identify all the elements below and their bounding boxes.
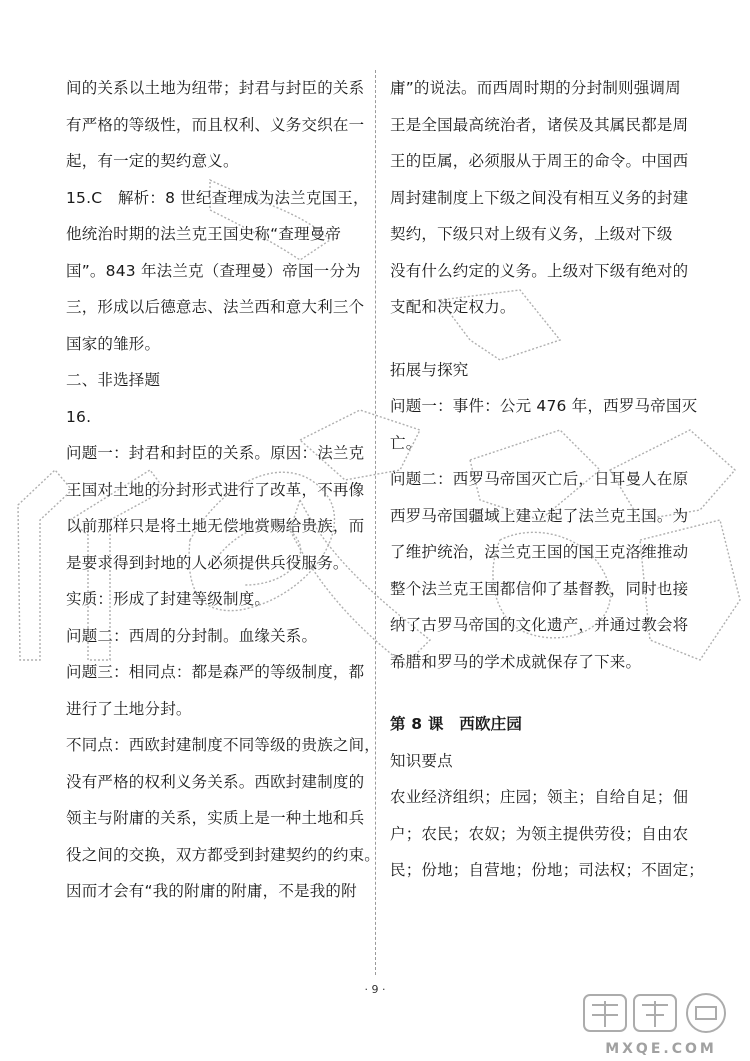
text-line: 问题二：西罗马帝国灭亡后，日耳曼人在原 [390,470,689,488]
text-line: 契约，下级只对上级有义务，上级对下级 [390,225,673,243]
section-heading: 知识要点 [390,751,453,770]
text-line: 民；份地；自营地；份地；司法权；不固定； [390,861,705,879]
text-line: 国家的雏形。 [66,334,161,353]
text-line: 王国对土地的分封形式进行了改革，不再像 [66,480,365,499]
question-number: 16. [66,407,92,426]
text-line: 王是全国最高统治者，诸侯及其属民都是周 [390,115,689,134]
text-line: 起，有一定的契约意义。 [66,152,239,170]
text-line: 整个法兰克王国都信仰了基督教，同时也接 [390,579,689,598]
text-line: 15.C 解析：8 世纪查理成为法兰克国王， [66,188,369,207]
text-line: 以前那样只是将土地无偿地赏赐给贵族，而 [66,517,365,535]
text-line: 没有严格的权利义务关系。西欧封建制度的 [66,772,365,791]
text-line: 问题二：西周的分封制。血缘关系。 [66,626,318,645]
right-column [390,70,705,889]
column-divider [375,70,376,975]
text-line: 问题一：封君和封臣的关系。原因：法兰克 [66,444,365,462]
text-line: 他统治时期的法兰克王国史称“查理曼帝 [66,225,342,243]
text-line: 有严格的等级性，而且权利、义务交织在一 [66,115,365,134]
text-line: 领主与附庸的关系，实质上是一种土地和兵 [66,809,365,827]
text-line: 国”。843 年法兰克（查理曼）帝国一分为 [66,261,361,280]
text-line: 没有什么约定的义务。上级对下级有绝对的 [390,261,689,280]
text-line: 庸”的说法。而西周时期的分封制则强调周 [390,79,681,97]
text-line: 问题三：相同点：都是森严的等级制度，都 [66,663,365,681]
text-line: 役之间的交换，双方都受到封建契约的约束。 [66,845,381,864]
text-line: 了维护统治，法兰克王国的国王克洛维推动 [390,543,689,561]
spacer [390,680,690,706]
text-line: 希腊和罗马的学术成就保存了下来。 [390,652,642,671]
text-line: 因而才会有“我的附庸的附庸，不是我的附 [66,882,357,900]
section-heading: 二、非选择题 [66,371,161,389]
text-line: 西罗马帝国疆域上建立起了法兰克王国。为 [390,506,689,525]
text-line: 是要求得到封地的人必须提供兵役服务。 [66,553,349,572]
left-column [66,70,381,910]
text-line: 不同点：西欧封建制度不同等级的贵族之间， [66,736,381,754]
text-line: 问题一：事件：公元 476 年，西罗马帝国灭 [390,397,698,415]
text-line: 三，形成以后德意志、法兰西和意大利三个 [66,298,365,316]
lesson-heading: 第 8 课 西欧庄园 [390,715,523,733]
text-line: 进行了土地分封。 [66,699,192,718]
text-line: 周封建制度上下级之间没有相互义务的封建 [390,188,689,207]
page-number: · 9 · [364,983,386,996]
text-line: 农业经济组织；庄园；领主；自给自足；佃 [390,788,689,806]
text-line: 实质：形成了封建等级制度。 [66,590,271,608]
text-line: 间的关系以土地为纽带；封君与封臣的关系 [66,79,365,97]
text-line: 王的臣属，必须服从于周王的命令。中国西 [390,152,689,170]
answer-circle-logo [576,989,746,1059]
svg-text:MXQE.COM: MXQE.COM [605,1041,717,1057]
text-line: 亡。 [390,433,422,452]
text-line: 支配和决定权力。 [390,298,516,316]
text-line: 纳了古罗马帝国的文化遗产，并通过教会将 [390,616,689,634]
section-heading: 拓展与探究 [390,360,469,379]
spacer [390,326,690,352]
text-line: 户；农民；农奴；为领主提供劳役；自由农 [390,824,689,843]
